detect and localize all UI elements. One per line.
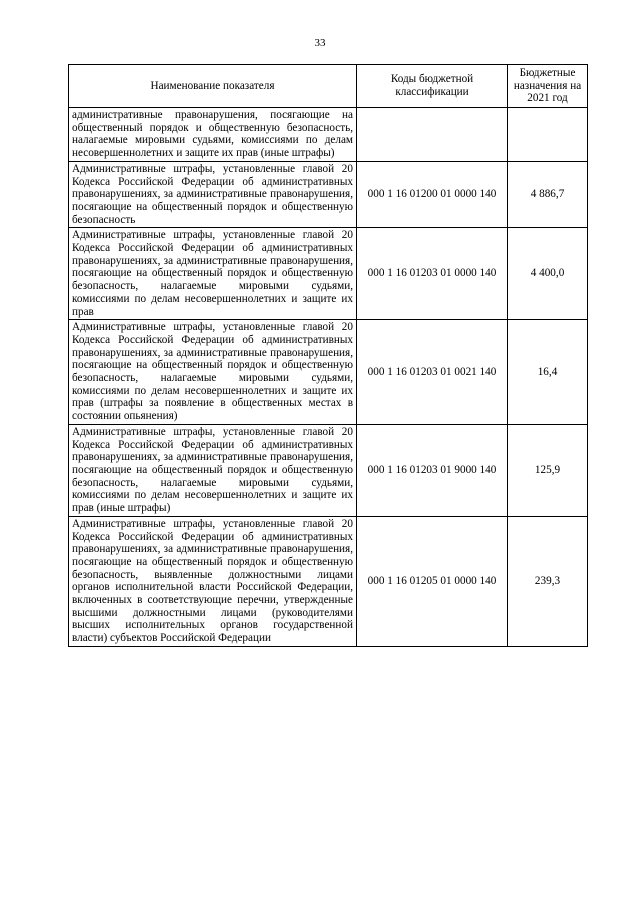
table-header-row [69,65,588,108]
table-row [69,161,588,228]
budget-code-cell: 000 1 16 01203 01 0000 140 [357,228,508,320]
indicator-name-cell: Административные штрафы, установленные главой 20 Кодекса Российской Федерации об административных правонарушениях, за административные правонарушения, посягающие на общественный порядок и общественную безопасность [69,161,357,228]
allocation-value-cell: 16,4 [508,320,588,425]
allocation-value-cell: 4 400,0 [508,228,588,320]
allocation-value-cell: 125,9 [508,424,588,516]
table-row [69,516,588,646]
budget-code-cell: 000 1 16 01203 01 9000 140 [357,424,508,516]
indicator-name-cell: Административные штрафы, установленные главой 20 Кодекса Российской Федерации об административных правонарушениях, за административные правонарушения, посягающие на общественный порядок и общественную безопасность, налагаемые мировыми судьями, комиссиями по делам несовершеннолетних и защите их прав (штрафы за появление в общественных местах в состоянии опьянения) [69,320,357,425]
allocation-value-cell: 239,3 [508,516,588,646]
page-number: 33 [314,37,326,49]
allocation-value-cell: 4 886,7 [508,161,588,228]
table-row [69,108,588,162]
budget-code-cell: 000 1 16 01200 01 0000 140 [357,161,508,228]
header-indicator-name: Наименование показателя [69,65,357,108]
indicator-name-cell: Административные штрафы, установленные главой 20 Кодекса Российской Федерации об административных правонарушениях, за административные правонарушения, посягающие на общественный порядок и общественную безопасность, налагаемые мировыми судьями, комиссиями по делам несовершеннолетних и защите их прав [69,228,357,320]
budget-code-cell: 000 1 16 01203 01 0021 140 [357,320,508,425]
table-row [69,320,588,425]
indicator-name-cell: Административные штрафы, установленные главой 20 Кодекса Российской Федерации об административных правонарушениях, за административные правонарушения, посягающие на общественный порядок и общественную безопасность, выявленные должностными лицами органов исполнительной власти Российской Федерации, включенных в соответствующие перечни, утвержденные высшими должностными лицами (руководителями высших исполнительных органов государственной власти) субъектов Российской Федерации [69,516,357,646]
table-row [69,228,588,320]
budget-code-cell: 000 1 16 01205 01 0000 140 [357,516,508,646]
header-budget-codes: Коды бюджетной классификации [357,65,508,108]
budget-table [68,64,588,647]
indicator-name-cell: административные правонарушения, посягающие на общественный порядок и общественную безопасность, налагаемые мировыми судьями, комиссиями по делам несовершеннолетних и защите их прав (иные штрафы) [69,108,357,162]
indicator-name-cell: Административные штрафы, установленные главой 20 Кодекса Российской Федерации об административных правонарушениях, за административные правонарушения, посягающие на общественный порядок и общественную безопасность, налагаемые мировыми судьями, комиссиями по делам несовершеннолетних и защите их прав (иные штрафы) [69,424,357,516]
table-row [69,424,588,516]
header-budget-allocations: Бюджетные назначения на 2021 год [508,65,588,108]
budget-code-cell [357,108,508,162]
allocation-value-cell [508,108,588,162]
